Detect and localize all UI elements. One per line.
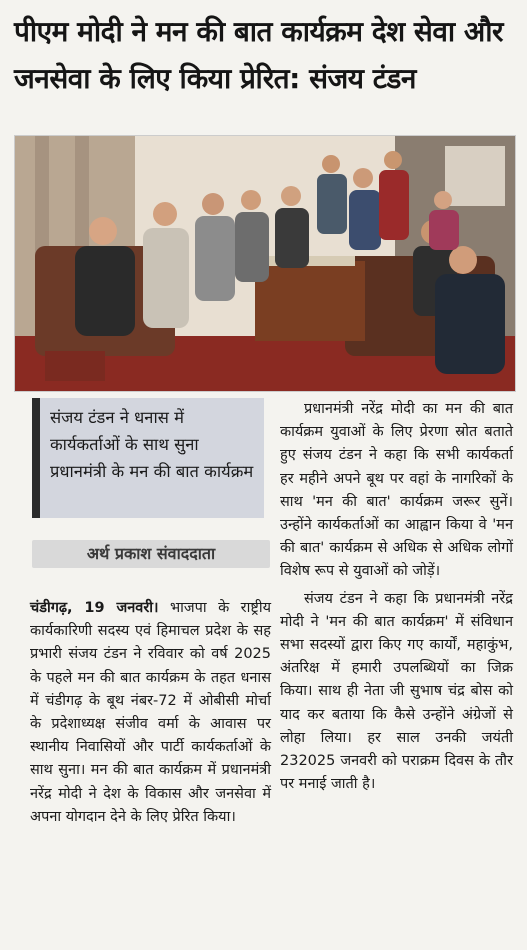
article-column-right bbox=[280, 398, 513, 796]
byline: अर्थ प्रकाश संवाददाता bbox=[32, 540, 270, 568]
article-paragraph-1-text: भाजपा के राष्ट्रीय कार्यकारिणी सदस्य एवं हिमाचल प्रदेश के सह प्रभारी संजय टंडन ने रविवार को वर्ष 2025 के पहले मन की बात कार्यक्रम के तहत धनास में चंडीगढ़ के बूथ नंबर-72 में ओबीसी मोर्चा के प्रदेशाध्यक्ष संजीव वर्मा के आवास पर स्थानीय निवासियों और पार्टी कार्यकर्ताओं के साथ सुना। मन की बात कार्यक्रम में प्रधानमंत्री नरेंद्र मोदी ने देश के विकास और जनसेवा में अपना योगदान देने के लिए प्रेरित किया। bbox=[30, 600, 271, 825]
highlight-box: संजय टंडन ने धनास में कार्यकर्ताओं के साथ सुना प्रधानमंत्री के मन की बात कार्यक्रम bbox=[32, 398, 264, 518]
article-paragraph-3: संजय टंडन ने कहा कि प्रधानमंत्री नरेंद्र मोदी ने 'मन की बात कार्यक्रम' में संविधान सभा सदस्यों द्वारा किए गए कार्यों, महाकुंभ, अंतरिक्ष में हमारी उपलब्धियों का जिक्र किया। साथ ही नेता जी सुभाष चंद्र बोस को याद कर बताया कि कैसे उन्होंने अंग्रेजों से लोहा लिया। हर साल उनकी जयंती 232025 जनवरी को पराक्रम दिवस के तौर पर मनाई जाती है। bbox=[280, 590, 513, 793]
dateline: चंडीगढ़, 19 जनवरी। bbox=[30, 600, 159, 616]
article-paragraph-2: प्रधानमंत्री नरेंद्र मोदी का मन की बात कार्यक्रम युवाओं के लिए प्रेरणा स्रोत बताते हुए संजय टंडन ने कहा कि सभी कार्यकर्ता हर महीने अपने बूथ पर वहां के नागरिकों के साथ 'मन की बात' कार्यक्रम जरूर सुनें। उन्होंने कार्यकर्ताओं का आह्वान किया वे 'मन की बात' कार्यक्रम से अधिक से अधिक लोगों विशेष रूप से युवाओं को जोड़ें। bbox=[280, 401, 513, 580]
article-column-left bbox=[30, 597, 271, 829]
article-paragraph-1 bbox=[30, 597, 271, 829]
headline: पीएम मोदी ने मन की बात कार्यक्रम देश सेवा और जनसेवा के लिए किया प्रेरित: संजय टंडन bbox=[14, 15, 504, 95]
news-photo bbox=[14, 135, 516, 392]
